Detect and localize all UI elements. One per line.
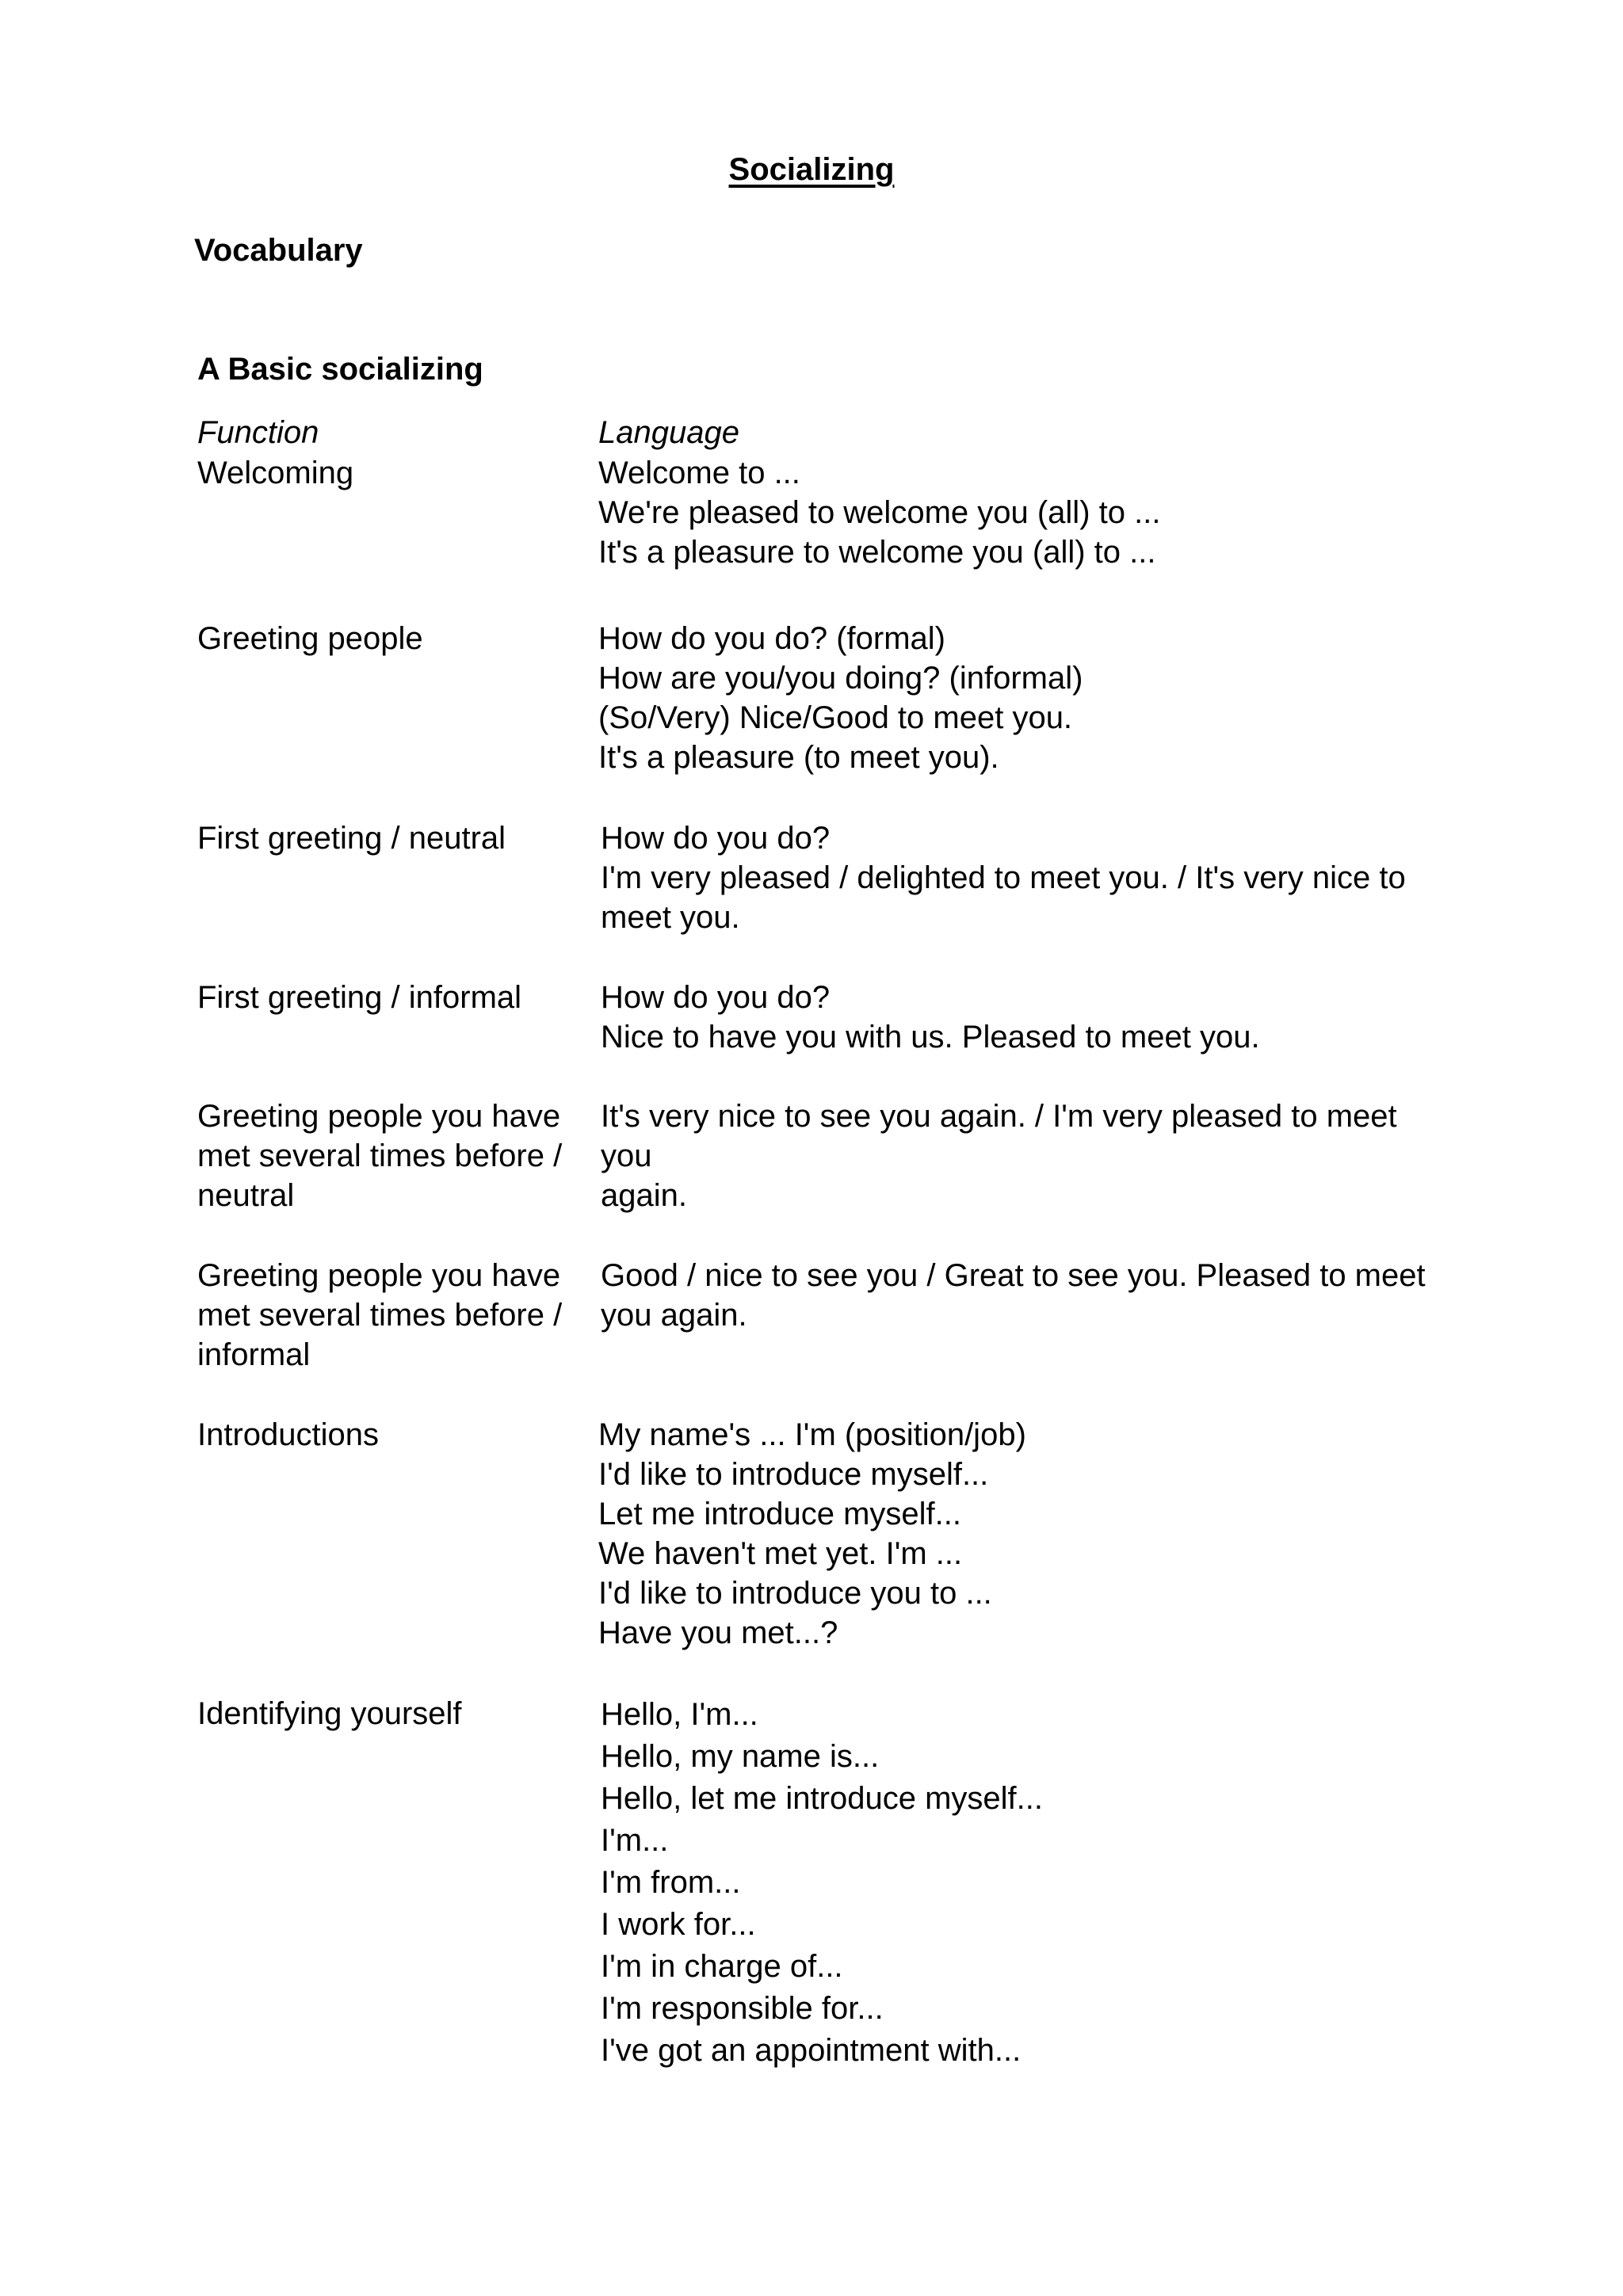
language-cell [601,978,1457,1057]
language-line: I'm responsible for... [601,1991,884,2026]
language-cell [598,453,1454,572]
language-line: I'd like to introduce myself... [598,1457,989,1492]
section-heading: A Basic socializing [197,352,483,387]
language-line: I've got an appointment with... [601,2033,1022,2068]
function-cell: Introductions [197,1417,380,1452]
language-line: We haven't met yet. I'm ... [598,1536,963,1571]
language-line: My name's ... I'm (position/job) [598,1417,1026,1452]
language-line: Good / nice to see you / Great to see you. Pleased to meet [601,1258,1426,1293]
language-line: I'd like to introduce you to ... [598,1576,992,1611]
language-line: Hello, I'm... [601,1697,758,1732]
language-cell [601,1097,1457,1215]
language-line: (So/Very) Nice/Good to meet you. [598,700,1073,735]
function-cell: Greeting people you have met several times before / neutral [197,1099,563,1213]
language-line: I'm in charge of... [601,1949,843,1984]
function-cell: First greeting / informal [197,980,522,1015]
language-line: How do you do? [601,980,831,1015]
function-cell: Welcoming [197,456,354,490]
function-cell: First greeting / neutral [197,821,506,856]
language-cell [601,1694,1457,2072]
language-line: again. [601,1178,687,1213]
language-line: Have you met...? [598,1615,838,1650]
language-line: Nice to have you with us. Pleased to meet you. [601,1020,1260,1055]
language-line: you again. [601,1298,747,1333]
language-line: I'm from... [601,1865,741,1900]
language-line: How do you do? [601,821,831,856]
language-line: It's very nice to see you again. / I'm very pleased to meet you [601,1099,1397,1173]
language-line: Welcome to ... [598,456,800,490]
page-title: Socializing [728,152,895,187]
language-line: Let me introduce myself... [598,1497,961,1531]
language-line: It's a pleasure to welcome you (all) to ... [598,535,1156,570]
language-cell [601,1256,1457,1335]
column-header-language: Language [598,415,739,450]
language-line: How are you/you doing? (informal) [598,661,1083,696]
language-line: How do you do? (formal) [598,621,945,656]
language-line: I'm very pleased / delighted to meet you. / It's very nice to [601,860,1406,895]
language-cell [598,619,1454,777]
language-line: meet you. [601,900,740,935]
language-line: Hello, let me introduce myself... [601,1781,1043,1816]
vocabulary-heading: Vocabulary [194,233,363,268]
function-cell: Greeting people [197,621,423,656]
function-cell: Identifying yourself [197,1696,462,1731]
language-line: I'm... [601,1823,669,1858]
language-line: Hello, my name is... [601,1739,880,1774]
language-cell [601,818,1457,937]
language-cell [598,1415,1454,1653]
language-line: I work for... [601,1907,756,1942]
language-line: We're pleased to welcome you (all) to ... [598,495,1161,530]
language-line: It's a pleasure (to meet you). [598,740,999,775]
function-cell: Greeting people you have met several times before / informal [197,1258,563,1372]
column-header-function: Function [197,415,319,450]
